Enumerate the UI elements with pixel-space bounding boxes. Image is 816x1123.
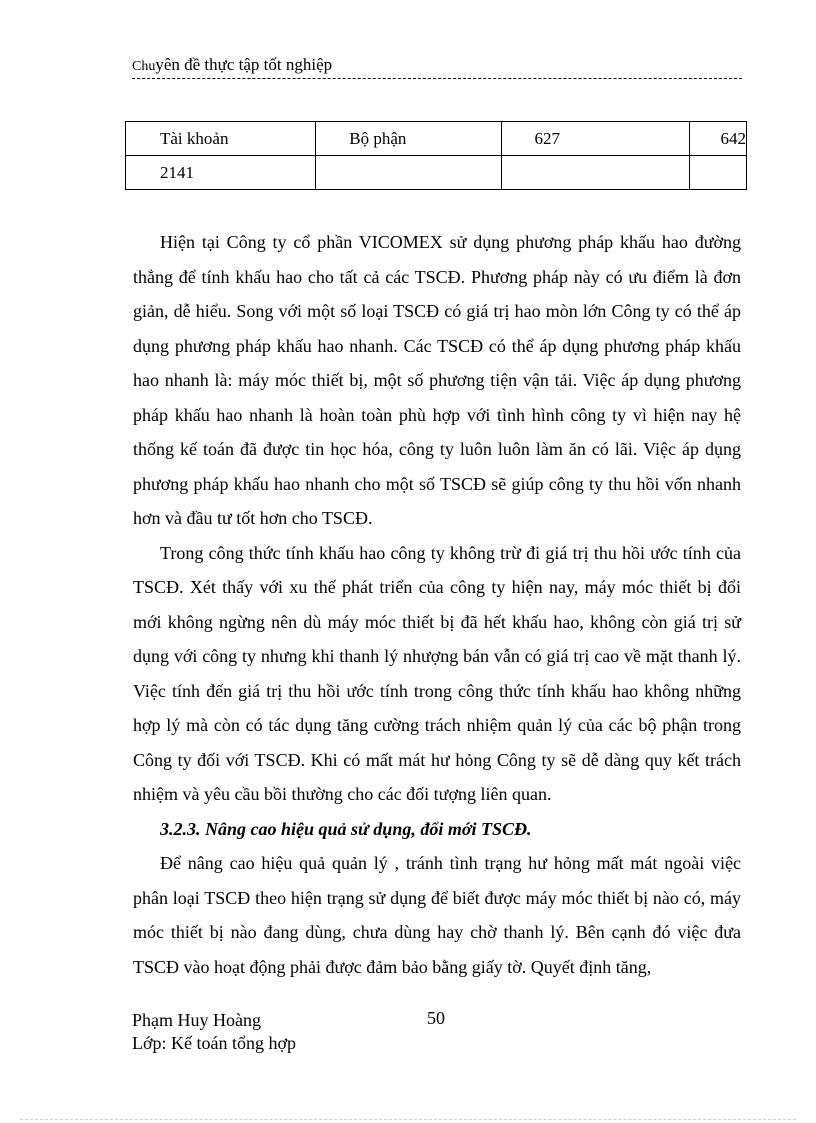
paragraph: Hiện tại Công ty cổ phần VICOMEX sử dụng phương pháp khấu hao đường thẳng để tính khấu hao cho tất cả các TSCĐ. Phương pháp này có ưu điểm là đơn giản, dễ hiểu. Song với một số loại TSCĐ có giá trị hao mòn lớn Công ty có thể áp dụng phương pháp khấu hao nhanh. Các TSCĐ có thể áp dụng phương pháp khấu hao nhanh là: máy móc thiết bị, một số phương tiện vận tải. Việc áp dụng phương pháp khấu hao nhanh là hoàn toàn phù hợp với tình hình công ty vì hiện nay hệ thống kế toán đã được tin học hóa, công ty luôn luôn làm ăn có lãi. Việc áp dụng phương pháp khấu hao nhanh cho một số TSCĐ sẽ giúp công ty thu hồi vốn nhanh hơn và đầu tư tốt hơn cho TSCĐ.: [133, 232, 741, 528]
paragraph: Trong công thức tính khấu hao công ty không trừ đi giá trị thu hồi ước tính của TSCĐ. Xét thấy với xu thế phát triển của công ty hiện nay, máy móc thiết bị đổi mới không ngừng nên dù máy móc thiết bị đã hết khấu hao, không còn giá trị sử dụng với công ty nhưng khi thanh lý nhượng bán vẫn có giá trị cao về mặt thanh lý. Việc tính đến giá trị thu hồi ước tính trong công thức tính khấu hao không những hợp lý mà còn có tác dụng tăng cường trách nhiệm quản lý của các bộ phận trong Công ty đối với TSCĐ. Khi có mất mát hư hỏng Công ty sẽ dễ dàng quy kết trách nhiệm và yêu cầu bồi thường cho các đối tượng liên quan.: [133, 542, 741, 804]
paragraph: Để nâng cao hiệu quả quản lý , tránh tình trạng hư hỏng mất mát ngoài việc phân loại TSCĐ theo hiện trạng sử dụng để biết được máy móc thiết bị nào có, máy móc thiết bị nào đang dùng, chưa dùng hay chờ thanh lý. Bên cạnh đó việc đưa TSCĐ vào hoạt động phải được đảm bảo bằng giấy tờ. Quyết định tăng,: [133, 853, 741, 977]
table-cell: [502, 156, 689, 190]
table-cell: [689, 156, 747, 190]
footer-author: Phạm Huy Hoàng: [132, 1010, 261, 1030]
table-row: [126, 122, 747, 156]
account-table: [125, 121, 747, 190]
table-cell: [316, 156, 502, 190]
table-cell: Bộ phận: [316, 122, 502, 156]
page-bottom-rule: [20, 1119, 796, 1120]
page-number: 50: [427, 1008, 445, 1028]
section-heading: 3.2.3. Nâng cao hiệu quả sử dụng, đổi mới TSCĐ.: [160, 818, 532, 839]
table-cell: 2141: [126, 156, 316, 190]
table-cell: 642: [689, 122, 747, 156]
table-cell: 627: [502, 122, 689, 156]
table-row: [126, 156, 747, 190]
body-text: [133, 225, 741, 984]
table-cell: Tài khoản: [126, 122, 316, 156]
page-header: [132, 52, 742, 79]
header-title: yên đề thực tập tốt nghiệp: [155, 55, 333, 74]
header-prefix: Chu: [132, 59, 156, 74]
footer-class: Lớp: Kế toán tổng hợp: [132, 1033, 297, 1053]
